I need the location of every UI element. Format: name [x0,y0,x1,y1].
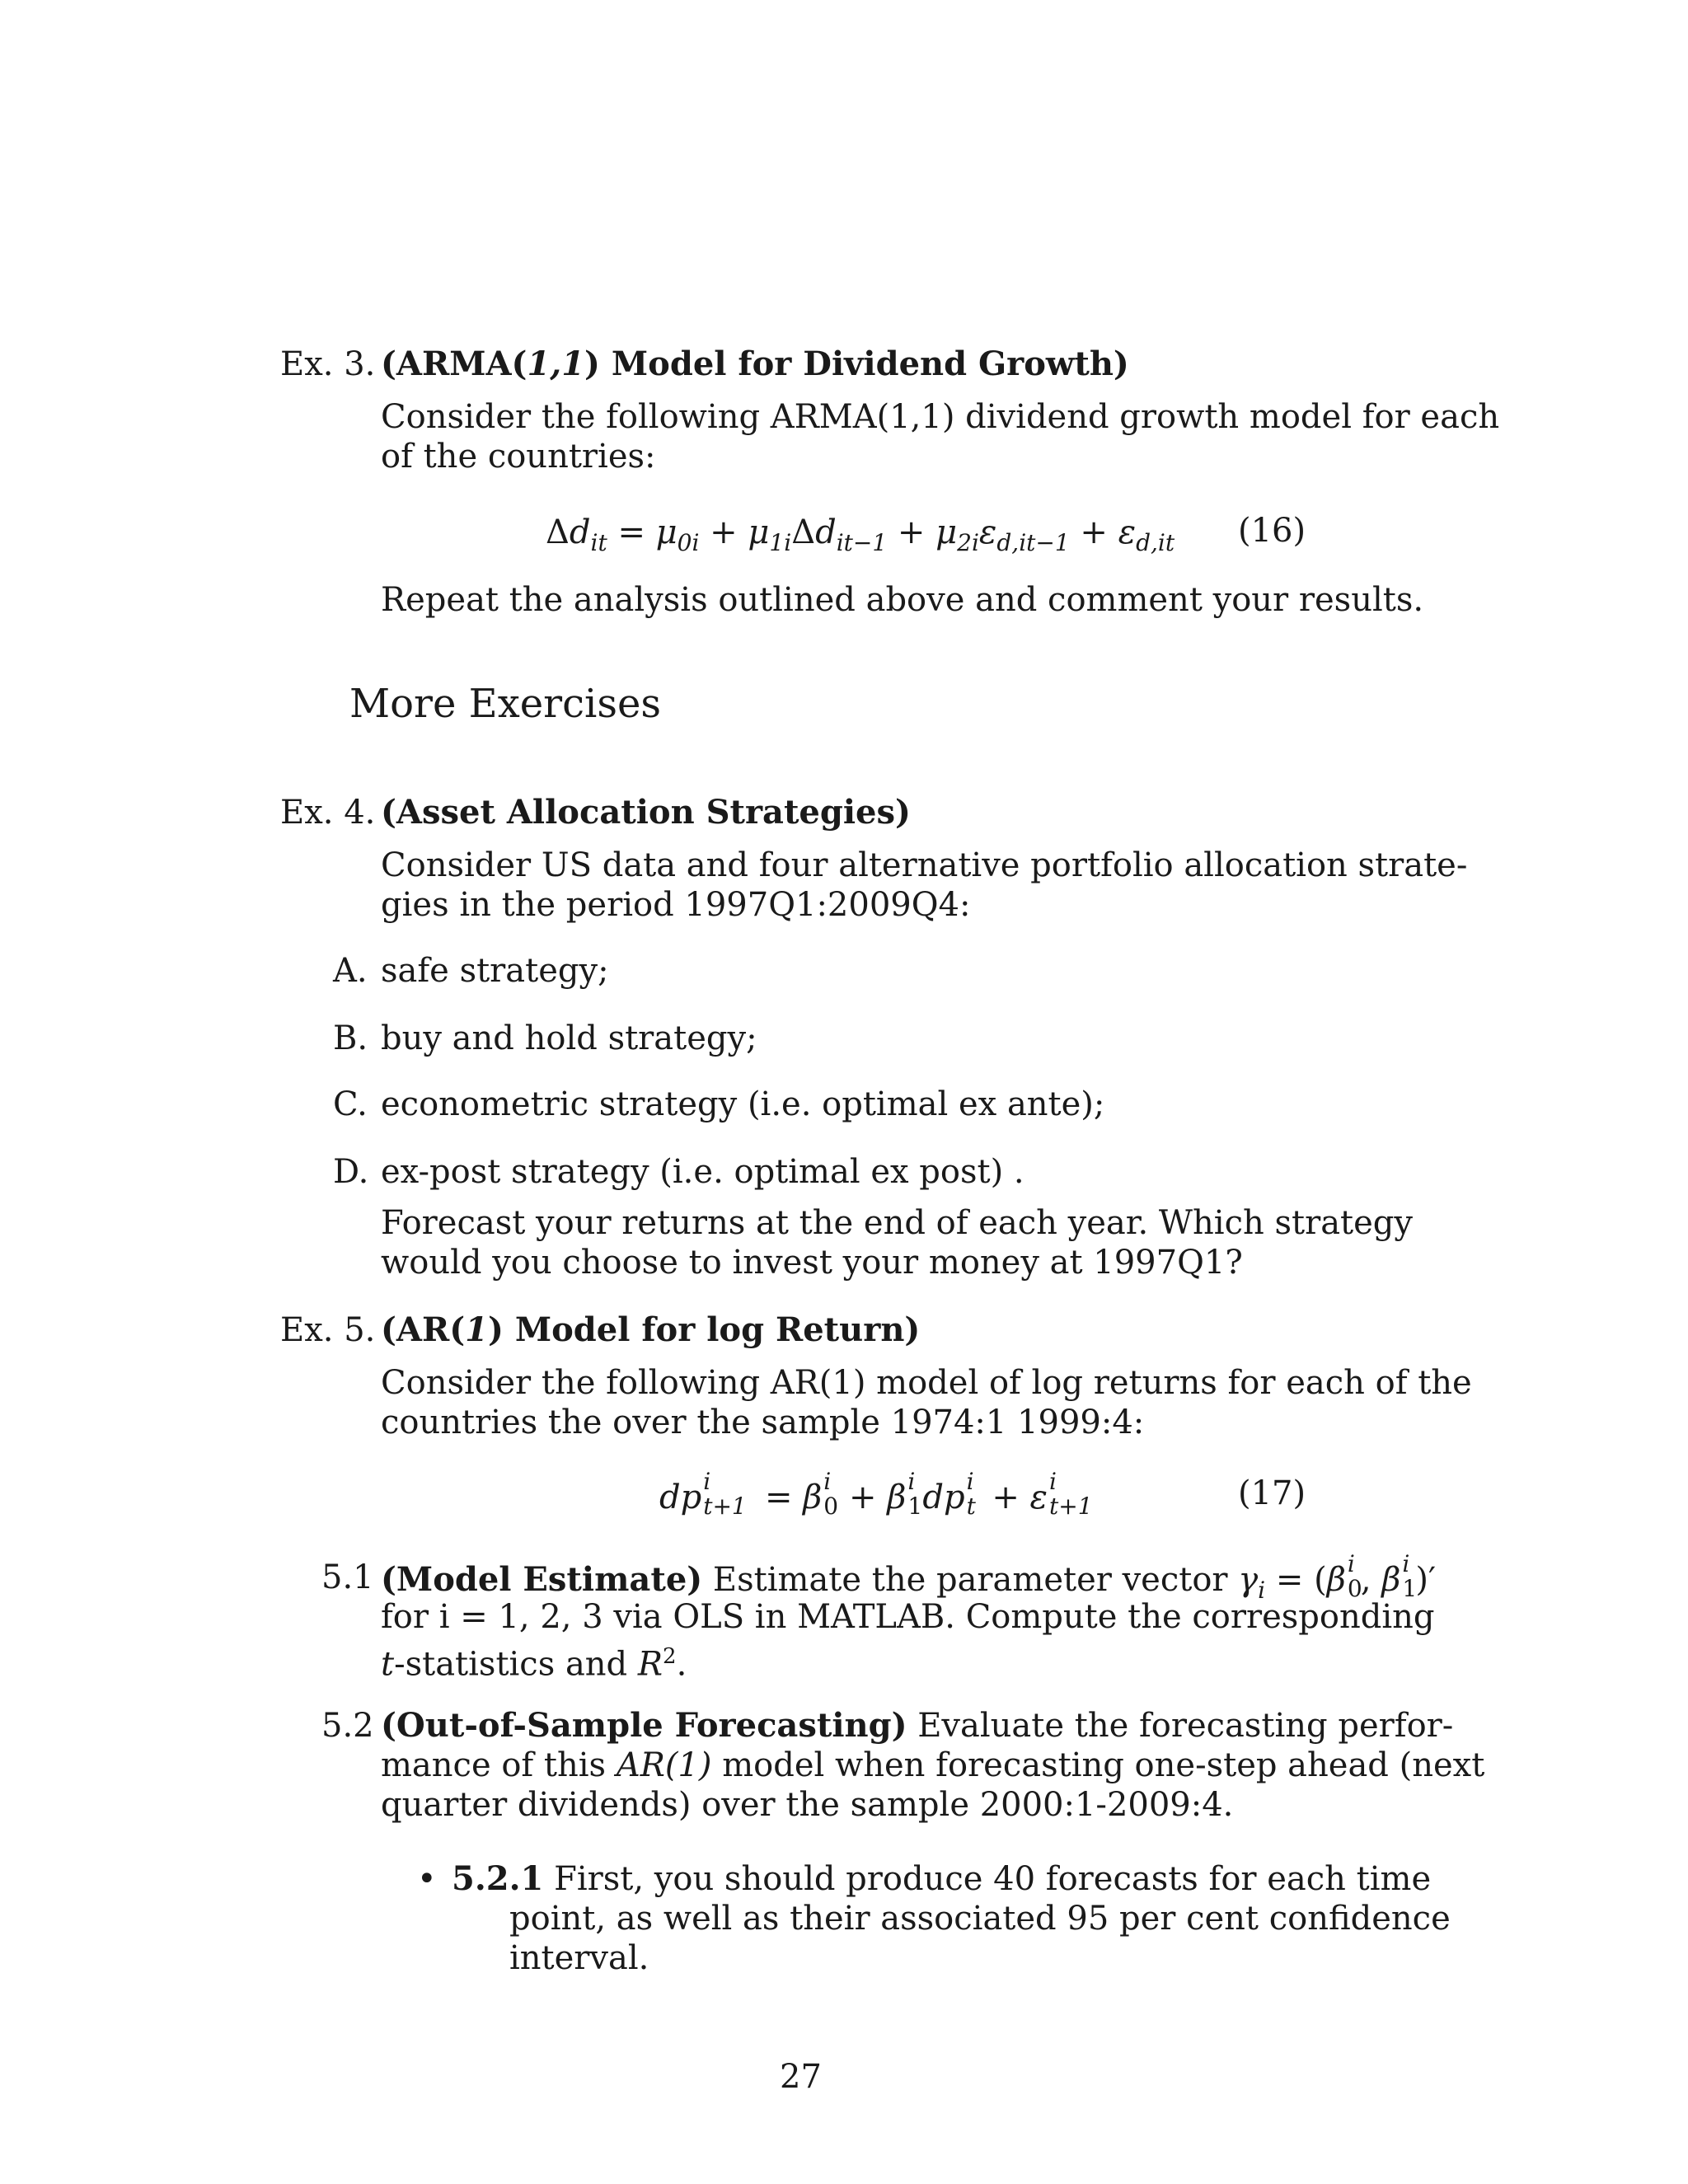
ex4-closing-line2: would you choose to invest your money at 1997Q1? [381,1244,1243,1282]
ex3-intro-line1: Consider the following ARMA(1,1) dividend growth model for each [381,398,1500,436]
sub1-title: (Model Estimate) [381,1560,703,1599]
sub1-line1: (Model Estimate) Estimate the parameter vector $\gamma_i = (\beta$ i 0 , β i 1 )′ [381,1550,1437,1604]
bullet-line3: interval. [509,1939,649,1977]
sub2-line1-text: Evaluate the forecasting perfor- [917,1707,1454,1745]
ex4-item-text: econometric strategy (i.e. optimal ex ante); [381,1085,1105,1123]
section-title: More Exercises [349,681,662,727]
sub2-line3: quarter dividends) over the sample 2000:1-2009:4. [381,1786,1234,1824]
ex4-intro-line1: Consider US data and four alternative portfolio allocation strate- [381,846,1468,884]
ex5-equation: dp i t+1 = β i 0 + β i 1 dp i t + ε i t+1 [659,1468,1093,1520]
sub1-line3: t-statistics and $R^2$. [381,1644,687,1684]
ex4-item-marker: C. [333,1085,368,1123]
ex3-equation-number: (16) [1238,512,1306,550]
sub2-line2: mance of this AR(1) model when forecasting one-step ahead (next [381,1746,1485,1784]
bullet-line1: 5.2.1 First, you should produce 40 forecasts for each time [452,1859,1432,1898]
sub2-marker: 5.2 [321,1707,374,1745]
ex4-item-marker: D. [333,1153,369,1191]
sub2-line1 [381,1706,1453,1746]
ex3-title: (ARMA(1,1) Model for Dividend Growth) [381,344,1129,383]
ex5-intro-line1: Consider the following AR(1) model of log returns for each of the [381,1364,1472,1402]
ex4-intro-line2: gies in the period 1997Q1:2009Q4: [381,886,971,924]
ex4-closing-line1: Forecast your returns at the end of each year. Which strategy [381,1204,1413,1242]
ex4-item-text: ex-post strategy (i.e. optimal ex post) . [381,1153,1025,1191]
bullet-title: 5.2.1 [452,1859,544,1898]
ex4-label: Ex. 4. [280,794,376,832]
ex3-intro-line2: of the countries: [381,438,656,476]
bullet-line2: point, as well as their associated 95 per cent confidence [509,1900,1451,1938]
ex3-equation: $\Delta d_{it} = \mu_{0i} + \mu_{1i}\Delta d_{it-1} + \mu_{2i}\varepsilon_{d,it-1} + \varepsilon_{d,it}$ [546,513,1175,556]
ex5-intro-line2: countries the over the sample 1974:1 1999:4: [381,1404,1145,1441]
sub1-line1-text: Estimate the parameter vector [712,1561,1228,1599]
sub1-line2: for i = 1, 2, 3 via OLS in MATLAB. Compute the corresponding [381,1598,1435,1636]
ex4-item-marker: B. [333,1019,368,1057]
sub1-marker: 5.1 [321,1558,374,1596]
ex4-item-marker: A. [333,952,368,990]
ex3-closing: Repeat the analysis outlined above and comment your results. [381,581,1424,619]
ex5-equation-number: (17) [1238,1474,1306,1512]
bullet-icon: • [417,1860,437,1898]
sub2-title: (Out-of-Sample Forecasting) [381,1706,907,1745]
ex4-item-text: buy and hold strategy; [381,1019,757,1057]
ex4-item-text: safe strategy; [381,952,609,990]
ex4-title: (Asset Allocation Strategies) [381,793,911,832]
ex5-label: Ex. 5. [280,1311,376,1349]
page-number: 27 [780,2058,822,2096]
ex3-label: Ex. 3. [280,345,376,383]
ex5-title: (AR(1) Model for log Return) [381,1310,921,1349]
